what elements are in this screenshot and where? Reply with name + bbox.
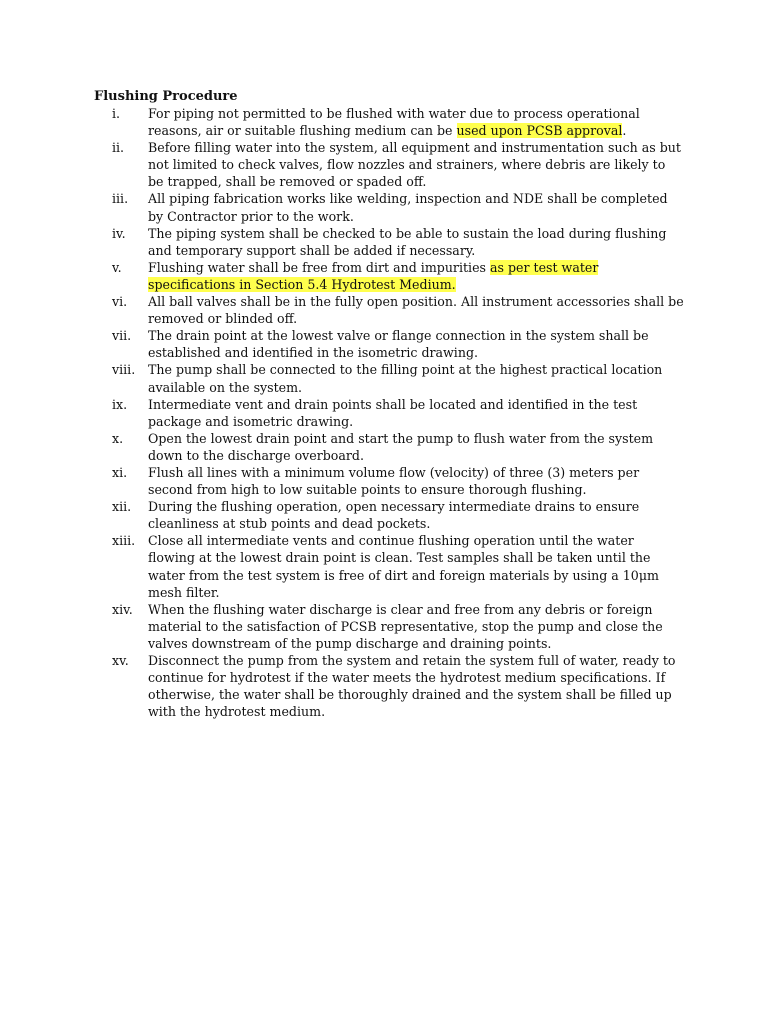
- item-text: For piping not permitted to be flushed with water due to process operational reasons, air or suitable flushing medium can be used upon PCSB approval.: [148, 106, 640, 139]
- list-item: [94, 139, 684, 190]
- item-number: i.: [112, 106, 121, 121]
- item-number: x.: [112, 430, 124, 446]
- list-item: [94, 361, 684, 395]
- item-number: iii.: [112, 191, 129, 207]
- item-number: xiv.: [112, 601, 133, 617]
- item-text: The drain point at the lowest valve or flange connection in the system shall be established and identified in the isometric drawing.: [148, 328, 649, 361]
- section-title: Flushing Procedure: [94, 89, 238, 104]
- item-text: Close all intermediate vents and continue flushing operation until the water flowing at the lowest drain point is clean. Test samples shall be taken until the water from the test system is free of dirt and foreign materials by using a 10μm mesh filter.: [148, 533, 659, 600]
- item-text: The piping system shall be checked to be able to sustain the load during flushing and temporary support shall be added if necessary.: [148, 225, 667, 258]
- item-text: Flush all lines with a minimum volume flow (velocity) of three (3) meters per second from high to low suitable points to ensure thorough flushing.: [148, 464, 640, 498]
- item-text: All piping fabrication works like welding, inspection and NDE shall be completed by Contractor prior to the work.: [148, 191, 668, 224]
- highlighted-text: used upon PCSB approval: [456, 123, 623, 139]
- list-item: [94, 652, 684, 720]
- item-number: ii.: [112, 140, 125, 156]
- item-number: vii.: [112, 328, 132, 344]
- highlighted-text: as per test water specifications in Section 5.4 Hydrotest Medium.: [148, 259, 599, 292]
- list-item: [94, 396, 684, 430]
- list-item: [94, 430, 684, 464]
- item-text: The pump shall be connected to the filling point at the highest practical location available on the system.: [148, 362, 663, 395]
- list-item: [94, 464, 684, 498]
- item-text: Open the lowest drain point and start the pump to flush water from the system down to the discharge overboard.: [148, 430, 654, 463]
- list-item: [94, 532, 684, 600]
- item-text: Disconnect the pump from the system and retain the system full of water, ready to continue for hydrotest if the water meets the hydrotest medium specifications. If otherwise, the water shall be thoroughly drained and the system shall be filled up with the hydrotest medium.: [148, 653, 676, 720]
- item-number: xv.: [112, 653, 129, 668]
- list-item: [94, 601, 684, 652]
- list-item: [94, 498, 684, 532]
- item-number: iv.: [112, 225, 126, 241]
- item-number: v.: [112, 259, 122, 275]
- item-number: viii.: [112, 362, 136, 378]
- item-number: xi.: [112, 464, 128, 480]
- list-item: [94, 327, 684, 361]
- list-item: [94, 259, 684, 293]
- item-text: Intermediate vent and drain points shall be located and identified in the test package and isometric drawing.: [148, 396, 638, 429]
- list-item: [94, 293, 684, 327]
- list-item: [94, 105, 684, 139]
- item-number: ix.: [112, 396, 128, 412]
- list-item: [94, 225, 684, 259]
- item-number: vi.: [112, 294, 128, 310]
- item-number: xiii.: [112, 533, 136, 549]
- document-page: [94, 88, 684, 720]
- item-text: Flushing water shall be free from dirt and impurities as per test water specifications in Section 5.4 Hydrotest Medium.: [148, 259, 599, 292]
- item-text: All ball valves shall be in the fully open position. All instrument accessories shall be removed or blinded off.: [148, 294, 684, 327]
- item-text: During the flushing operation, open necessary intermediate drains to ensure cleanliness at stub points and dead pockets.: [148, 499, 640, 532]
- list-item: [94, 190, 684, 224]
- procedure-list: [94, 105, 684, 720]
- item-text: Before filling water into the system, all equipment and instrumentation such as but not limited to check valves, flow nozzles and strainers, where debris are likely to be trapped, shall be removed or spaded off.: [148, 140, 681, 190]
- item-number: xii.: [112, 499, 132, 515]
- item-text: When the flushing water discharge is clear and free from any debris or foreign material to the satisfaction of PCSB representative, stop the pump and close the valves downstream of the pump discharge and draining points.: [148, 601, 663, 651]
